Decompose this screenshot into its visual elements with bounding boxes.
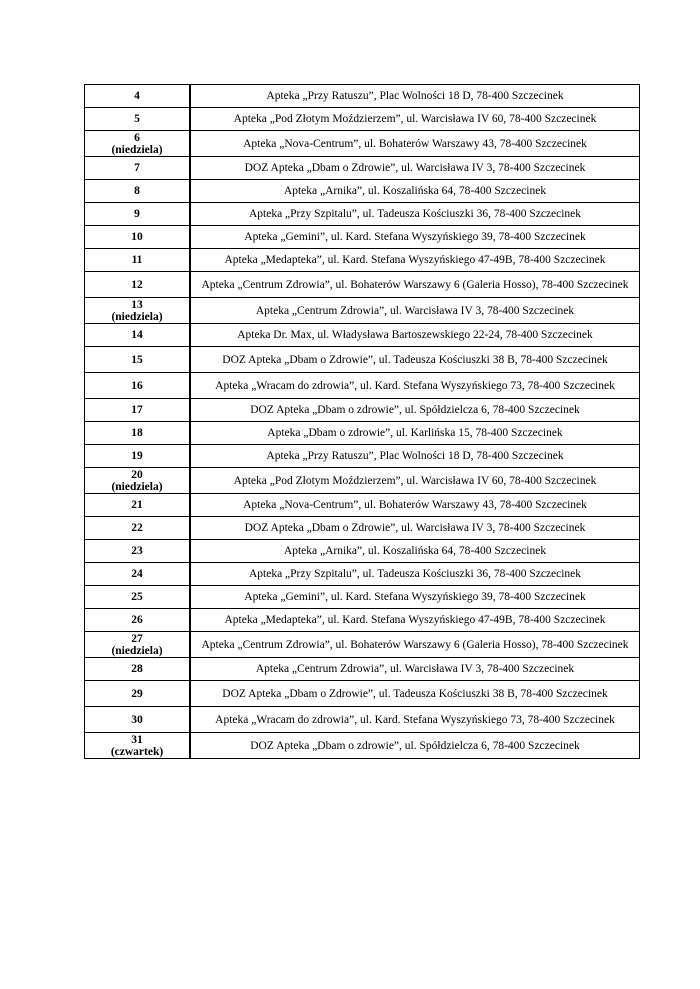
day-cell <box>85 203 191 226</box>
day-cell <box>85 108 191 131</box>
day-number: 21 <box>131 499 143 511</box>
day-cell <box>85 468 191 494</box>
table-row <box>85 157 640 180</box>
pharmacy-cell: DOZ Apteka „Dbam o zdrowie”, ul. Spółdzielcza 6, 78-400 Szczecinek <box>190 399 640 422</box>
day-cell <box>85 373 191 399</box>
day-note: (czwartek) <box>110 745 164 758</box>
day-number: 31 <box>131 733 143 746</box>
day-number: 25 <box>131 591 143 603</box>
table-row <box>85 517 640 540</box>
day-cell <box>85 298 191 324</box>
duty-table-body <box>85 85 640 759</box>
day-number: 11 <box>131 254 143 266</box>
day-number: 18 <box>131 427 143 439</box>
table-row <box>85 399 640 422</box>
day-number: 8 <box>134 185 140 197</box>
day-cell <box>85 324 191 347</box>
pharmacy-cell: Apteka „Arnika”, ul. Koszalińska 64, 78-400 Szczecinek <box>190 180 640 203</box>
day-cell <box>85 586 191 609</box>
pharmacy-cell: Apteka „Wracam do zdrowia”, ul. Kard. Stefana Wyszyńskiego 73, 78-400 Szczecinek <box>190 373 640 399</box>
day-number: 22 <box>131 522 143 534</box>
day-number: 9 <box>134 208 140 220</box>
day-number: 15 <box>131 353 143 366</box>
table-row <box>85 494 640 517</box>
table-row <box>85 373 640 399</box>
day-cell <box>85 517 191 540</box>
day-cell <box>85 399 191 422</box>
table-row <box>85 540 640 563</box>
table-row <box>85 347 640 373</box>
table-row <box>85 707 640 733</box>
table-row <box>85 632 640 658</box>
table-row <box>85 733 640 759</box>
day-number: 7 <box>134 162 140 174</box>
table-row <box>85 445 640 468</box>
pharmacy-cell: Apteka „Arnika”, ul. Koszalińska 64, 78-400 Szczecinek <box>190 540 640 563</box>
pharmacy-cell: Apteka „Centrum Zdrowia”, ul. Warcisława IV 3, 78-400 Szczecinek <box>190 658 640 681</box>
table-row <box>85 226 640 249</box>
day-number: 6 <box>134 131 140 144</box>
day-number: 14 <box>131 329 143 341</box>
table-row <box>85 586 640 609</box>
pharmacy-cell: Apteka „Przy Ratuszu”, Plac Wolności 18 D, 78-400 Szczecinek <box>190 445 640 468</box>
day-cell <box>85 85 191 108</box>
day-number: 4 <box>134 90 140 102</box>
day-number: 12 <box>131 278 143 291</box>
table-row <box>85 658 640 681</box>
table-row <box>85 609 640 632</box>
pharmacy-cell: Apteka „Pod Złotym Moździerzem”, ul. Warcisława IV 60, 78-400 Szczecinek <box>190 108 640 131</box>
pharmacy-cell: Apteka „Centrum Zdrowia”, ul. Bohaterów Warszawy 6 (Galeria Hosso), 78-400 Szczecinek <box>190 632 640 658</box>
day-cell <box>85 494 191 517</box>
pharmacy-cell: Apteka „Przy Szpitalu”, ul. Tadeusza Kościuszki 36, 78-400 Szczecinek <box>190 563 640 586</box>
pharmacy-cell: Apteka „Przy Ratuszu”, Plac Wolności 18 D, 78-400 Szczecinek <box>190 85 640 108</box>
day-cell <box>85 347 191 373</box>
day-cell <box>85 681 191 707</box>
pharmacy-cell: Apteka „Przy Szpitalu”, ul. Tadeusza Kościuszki 36, 78-400 Szczecinek <box>190 203 640 226</box>
day-number: 26 <box>131 614 143 626</box>
day-cell <box>85 422 191 445</box>
table-row <box>85 324 640 347</box>
day-number: 24 <box>131 568 143 580</box>
day-cell <box>85 180 191 203</box>
pharmacy-cell: Apteka Dr. Max, ul. Władysława Bartoszewskiego 22-24, 78-400 Szczecinek <box>190 324 640 347</box>
day-number: 19 <box>131 450 143 462</box>
day-cell <box>85 131 191 157</box>
pharmacy-duty-table <box>84 84 640 759</box>
day-number: 27 <box>131 632 143 645</box>
table-row <box>85 180 640 203</box>
day-cell <box>85 540 191 563</box>
day-cell <box>85 157 191 180</box>
day-number: 30 <box>131 713 143 726</box>
pharmacy-cell: Apteka „Nova-Centrum”, ul. Bohaterów Warszawy 43, 78-400 Szczecinek <box>190 131 640 157</box>
table-row <box>85 108 640 131</box>
pharmacy-cell: Apteka „Gemini”, ul. Kard. Stefana Wyszyńskiego 39, 78-400 Szczecinek <box>190 226 640 249</box>
pharmacy-cell: Apteka „Medapteka”, ul. Kard. Stefana Wyszyńskiego 47-49B, 78-400 Szczecinek <box>190 609 640 632</box>
day-number: 20 <box>131 468 143 481</box>
pharmacy-cell: DOZ Apteka „Dbam o Zdrowie”, ul. Tadeusza Kościuszki 38 B, 78-400 Szczecinek <box>190 681 640 707</box>
day-cell <box>85 249 191 272</box>
pharmacy-cell: DOZ Apteka „Dbam o Zdrowie”, ul. Tadeusza Kościuszki 38 B, 78-400 Szczecinek <box>190 347 640 373</box>
day-cell <box>85 733 191 759</box>
pharmacy-cell: Apteka „Dbam o zdrowie”, ul. Karlińska 15, 78-400 Szczecinek <box>190 422 640 445</box>
day-number: 17 <box>131 404 143 416</box>
table-row <box>85 422 640 445</box>
day-cell <box>85 632 191 658</box>
table-row <box>85 203 640 226</box>
day-cell <box>85 226 191 249</box>
day-number: 16 <box>131 379 143 392</box>
table-row <box>85 563 640 586</box>
table-row <box>85 298 640 324</box>
table-row <box>85 468 640 494</box>
table-row <box>85 681 640 707</box>
day-cell <box>85 445 191 468</box>
pharmacy-cell: Apteka „Gemini”, ul. Kard. Stefana Wyszyńskiego 39, 78-400 Szczecinek <box>190 586 640 609</box>
day-note: (niedziela) <box>111 310 163 323</box>
day-note: (niedziela) <box>111 480 163 493</box>
table-row <box>85 85 640 108</box>
day-number: 28 <box>131 663 143 675</box>
day-cell <box>85 609 191 632</box>
pharmacy-cell: Apteka „Pod Złotym Moździerzem”, ul. Warcisława IV 60, 78-400 Szczecinek <box>190 468 640 494</box>
pharmacy-cell: Apteka „Centrum Zdrowia”, ul. Warcisława IV 3, 78-400 Szczecinek <box>190 298 640 324</box>
pharmacy-cell: Apteka „Medapteka”, ul. Kard. Stefana Wyszyńskiego 47-49B, 78-400 Szczecinek <box>190 249 640 272</box>
day-note: (niedziela) <box>111 143 163 156</box>
day-cell <box>85 563 191 586</box>
table-row <box>85 272 640 298</box>
pharmacy-cell: Apteka „Centrum Zdrowia”, ul. Bohaterów Warszawy 6 (Galeria Hosso), 78-400 Szczecinek <box>190 272 640 298</box>
day-cell <box>85 707 191 733</box>
pharmacy-cell: Apteka „Nova-Centrum”, ul. Bohaterów Warszawy 43, 78-400 Szczecinek <box>190 494 640 517</box>
pharmacy-cell: DOZ Apteka „Dbam o zdrowie”, ul. Spółdzielcza 6, 78-400 Szczecinek <box>190 733 640 759</box>
pharmacy-cell: Apteka „Wracam do zdrowia”, ul. Kard. Stefana Wyszyńskiego 73, 78-400 Szczecinek <box>190 707 640 733</box>
day-number: 13 <box>131 298 143 311</box>
day-cell <box>85 658 191 681</box>
day-number: 29 <box>131 687 143 700</box>
table-row <box>85 249 640 272</box>
pharmacy-cell: DOZ Apteka „Dbam o Zdrowie”, ul. Warcisława IV 3, 78-400 Szczecinek <box>190 157 640 180</box>
table-row <box>85 131 640 157</box>
day-number: 10 <box>131 231 143 243</box>
day-cell <box>85 272 191 298</box>
pharmacy-cell: DOZ Apteka „Dbam o Zdrowie”, ul. Warcisława IV 3, 78-400 Szczecinek <box>190 517 640 540</box>
day-number: 5 <box>134 113 140 125</box>
day-note: (niedziela) <box>111 644 163 657</box>
day-number: 23 <box>131 545 143 557</box>
